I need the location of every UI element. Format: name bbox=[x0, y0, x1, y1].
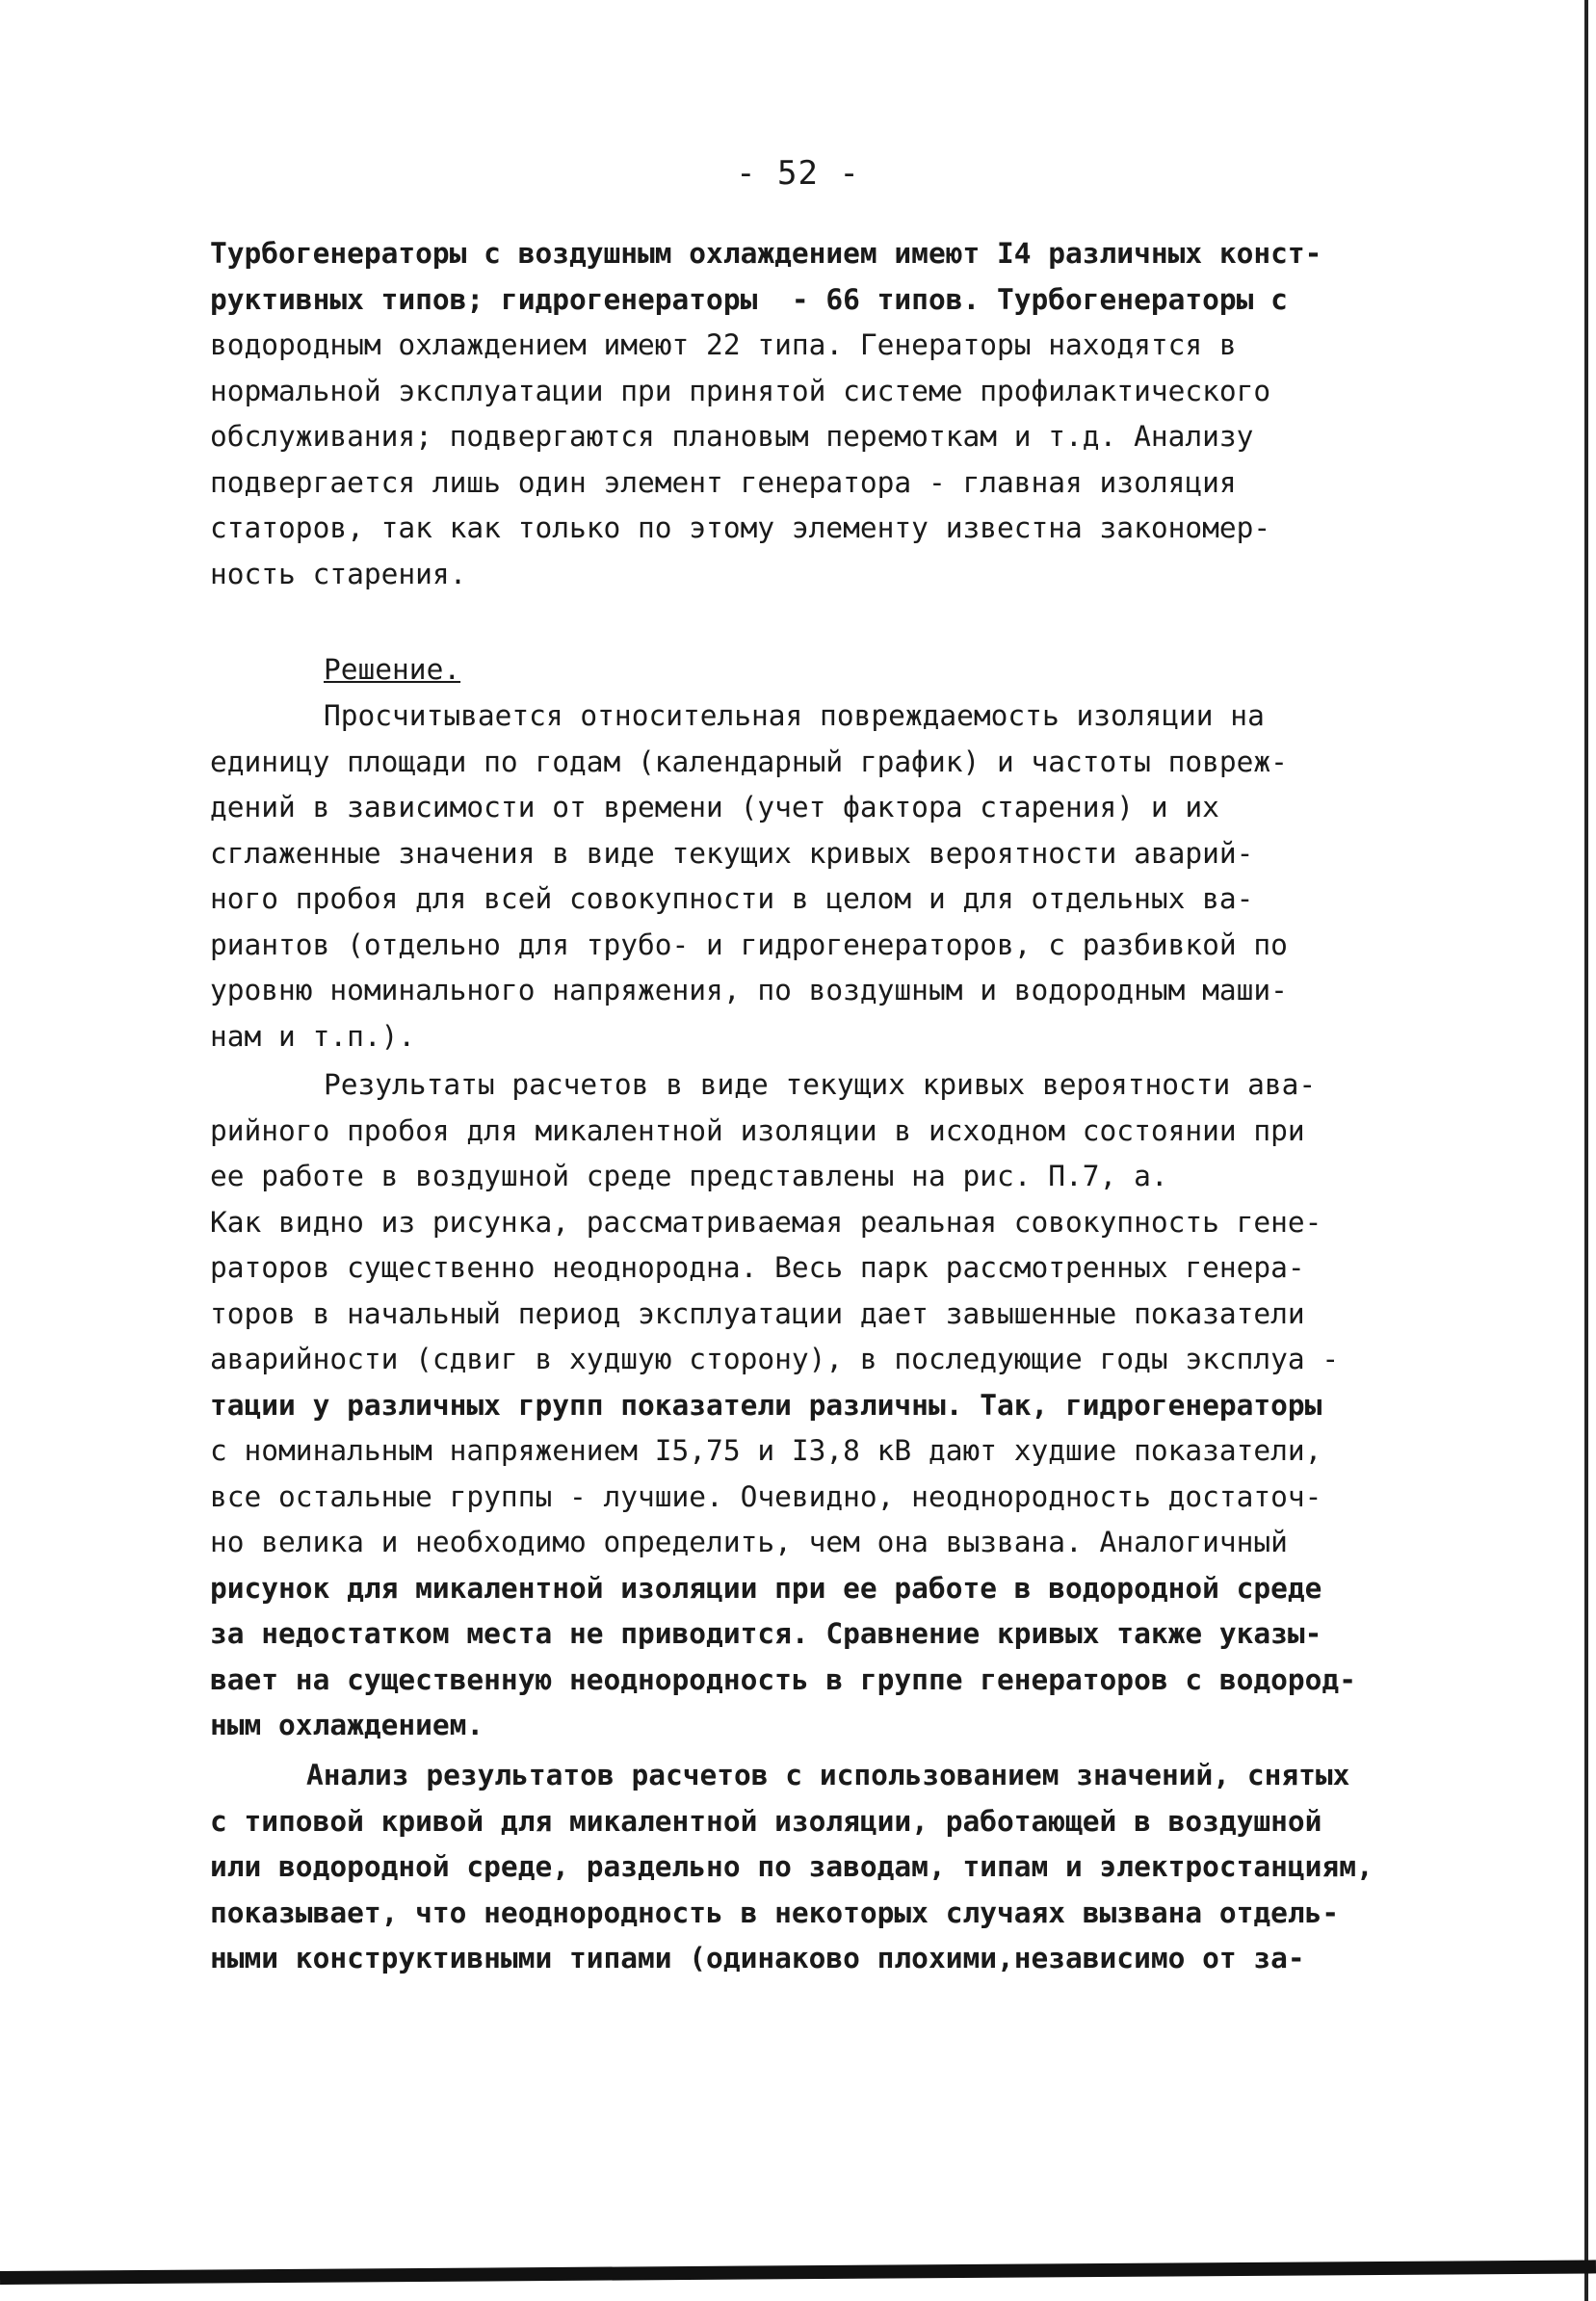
paragraph-line: ным охлаждением. bbox=[210, 1709, 484, 1741]
paragraph-4 bbox=[210, 1753, 1501, 1982]
page-bottom-edge bbox=[0, 2260, 1596, 2285]
paragraph-line: водородным охлаждением имеют 22 типа. Генераторы находятся в bbox=[210, 328, 1237, 361]
paragraph-line: с номинальным напряжением I5,75 и I3,8 кВ дают худшие показатели, bbox=[210, 1434, 1322, 1467]
paragraph-line: ее работе в воздушной среде представлены на рис. П.7, а. bbox=[210, 1160, 1168, 1192]
paragraph-line: все остальные группы - лучшие. Очевидно, неоднородность достаточ- bbox=[210, 1479, 1322, 1513]
page-right-edge bbox=[1584, 0, 1588, 2301]
paragraph-line: риантов (отдельно для трубо- и гидрогенераторов, с разбивкой по bbox=[210, 928, 1288, 961]
paragraph-line: дений в зависимости от времени (учет фактора старения) и их bbox=[210, 791, 1219, 824]
paragraph-line: ного пробоя для всей совокупности в целом и для отдельных ва- bbox=[210, 882, 1254, 915]
paragraph-line: тации у различных групп показатели различны. Так, гидрогенераторы bbox=[210, 1388, 1322, 1422]
paragraph-line: сглаженные значения в виде текущих кривых вероятности аварий- bbox=[210, 836, 1254, 870]
paragraph-line: ными конструктивными типами (одинаково плохими,независимо от за- bbox=[210, 1942, 1305, 1974]
paragraph-line: раторов существенно неоднородна. Весь парк рассмотренных генера- bbox=[210, 1251, 1305, 1284]
paragraph-line: нам и т.п.). bbox=[210, 1019, 416, 1053]
paragraph-line: рийного пробоя для микалентной изоляции в исходном состоянии при bbox=[210, 1113, 1305, 1147]
paragraph-line: Результаты расчетов в виде текущих кривых вероятности ава- bbox=[324, 1068, 1317, 1101]
paragraph-line: или водородной среде, раздельно по заводам, типам и электростанциям, bbox=[210, 1850, 1374, 1883]
paragraph-line: Турбогенераторы с воздушным охлаждением имеют I4 различных конст- bbox=[210, 237, 1322, 270]
paragraph-line: но велика и необходимо определить, чем она вызвана. Аналогичный bbox=[210, 1526, 1288, 1558]
paragraph-line: ность старения. bbox=[210, 557, 467, 590]
paragraph-line: рисунок для микалентной изоляции при ее работе в водородной среде bbox=[210, 1571, 1322, 1605]
paragraph-line: нормальной эксплуатации при принятой системе профилактического bbox=[210, 374, 1271, 407]
paragraph-line: подвергается лишь один элемент генератора - главная изоляция bbox=[210, 465, 1237, 499]
paragraph-line: Анализ результатов расчетов с использованием значений, снятых bbox=[306, 1759, 1350, 1791]
paragraph-line: показывает, что неоднородность в некоторых случаях вызвана отдель- bbox=[210, 1896, 1340, 1929]
paragraph-line: за недостатком места не приводится. Сравнение кривых также указы- bbox=[210, 1617, 1322, 1650]
paragraph-line: Просчитывается относительная повреждаемость изоляции на bbox=[324, 699, 1265, 732]
paragraph-line: торов в начальный период эксплуатации дает завышенные показатели bbox=[210, 1296, 1305, 1330]
paragraph-line: статоров, так как только по этому элементу известна закономер- bbox=[210, 511, 1271, 544]
paragraph-line: вает на существенную неоднородность в группе генераторов с водород- bbox=[210, 1662, 1356, 1696]
paragraph-2 bbox=[210, 693, 1501, 1059]
paragraph-3 bbox=[210, 1062, 1501, 1749]
paragraph-line: с типовой кривой для микалентной изоляции, работающей в воздушной bbox=[210, 1804, 1322, 1838]
paragraph-line: единицу площади по годам (календарный график) и частоты повреж- bbox=[210, 745, 1288, 778]
paragraph-line: Как видно из рисунка, рассматриваемая реальная совокупность гене- bbox=[210, 1205, 1322, 1239]
paragraph-line: уровню номинального напряжения, по воздушным и водородным маши- bbox=[210, 974, 1288, 1007]
page-number: - 52 - bbox=[736, 154, 860, 193]
paragraph-line: аварийности (сдвиг в худшую сторону), в последующие годы эксплуа - bbox=[210, 1343, 1340, 1375]
paragraph-line: руктивных типов; гидрогенераторы - 66 типов. Турбогенераторы с bbox=[210, 282, 1288, 316]
section-heading: Решение. bbox=[324, 653, 461, 686]
paragraph-1 bbox=[210, 231, 1501, 597]
paragraph-line: обслуживания; подвергаются плановым перемоткам и т.д. Анализу bbox=[210, 420, 1254, 453]
